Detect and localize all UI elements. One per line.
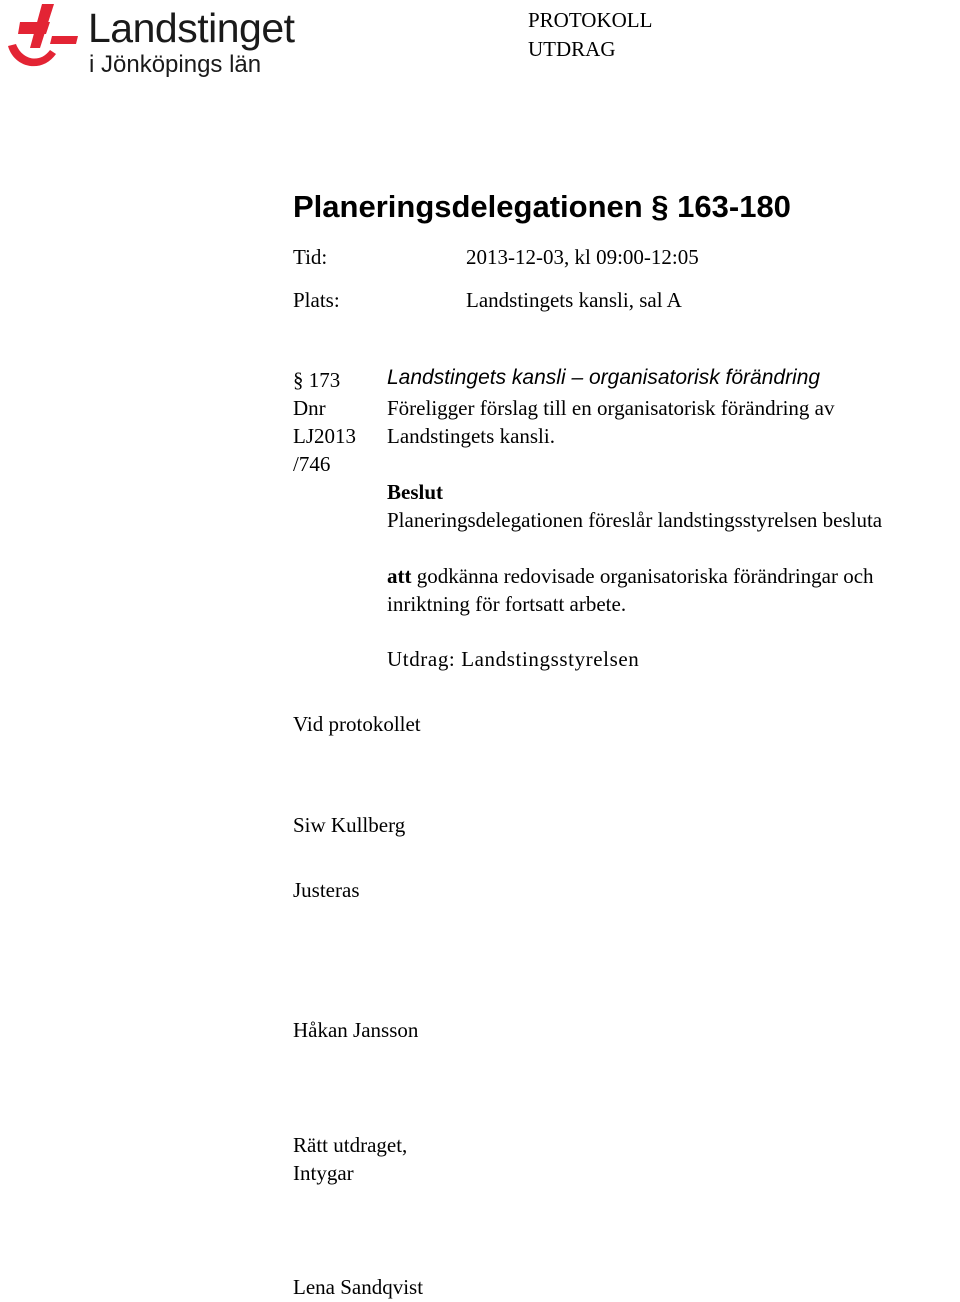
place-value: Landstingets kansli, sal A: [466, 288, 682, 312]
intro-line2: Landstingets kansli.: [387, 424, 555, 448]
certifier-name: Lena Sandqvist: [293, 1275, 424, 1299]
att-line1-rest: godkänna redovisade organisatoriska förändringar och: [411, 564, 874, 588]
decision-att-line2: inriktning för fortsatt arbete.: [387, 592, 627, 616]
excerpt-recipient: Utdrag: Landstingsstyrelsen: [387, 647, 640, 671]
time-value: 2013-12-03, kl 09:00-12:05: [466, 245, 699, 269]
certified-line1: Rätt utdraget,: [293, 1133, 408, 1157]
decision-heading: Beslut: [387, 480, 444, 504]
dnr-line2: /746: [293, 452, 331, 476]
dnr-label: Dnr: [293, 396, 326, 420]
document-type-line1: PROTOKOLL: [528, 8, 653, 32]
landstinget-logo: [6, 2, 336, 80]
landstinget-mark-icon: [6, 2, 82, 74]
secretary-name: Siw Kullberg: [293, 813, 406, 837]
minutes-label: Vid protokollet: [293, 712, 421, 736]
section-reference: [293, 366, 356, 478]
intro-line1: Föreligger förslag till en organisatorisk förändring av: [387, 396, 835, 420]
decision-att-line1: [387, 562, 874, 590]
section-number: § 173: [293, 368, 341, 392]
adjusted-label: Justeras: [293, 878, 360, 902]
section-heading: Landstingets kansli – organisatorisk förändring: [387, 366, 821, 389]
page-title: Planeringsdelegationen § 163-180: [293, 189, 791, 224]
adjuster-name: Håkan Jansson: [293, 1018, 419, 1042]
logo-name: Landstinget: [88, 5, 295, 51]
dnr-line1: LJ2013: [293, 424, 356, 448]
time-label: Tid:: [293, 245, 328, 269]
place-label: Plats:: [293, 288, 340, 312]
document-type-line2: UTDRAG: [528, 37, 616, 61]
att-word: att: [387, 564, 412, 588]
document-type: [528, 6, 652, 64]
logo-subtitle: i Jönköpings län: [89, 51, 262, 78]
decision-text: Planeringsdelegationen föreslår landstingsstyrelsen besluta: [387, 508, 883, 532]
certified-line2: Intygar: [293, 1161, 354, 1185]
